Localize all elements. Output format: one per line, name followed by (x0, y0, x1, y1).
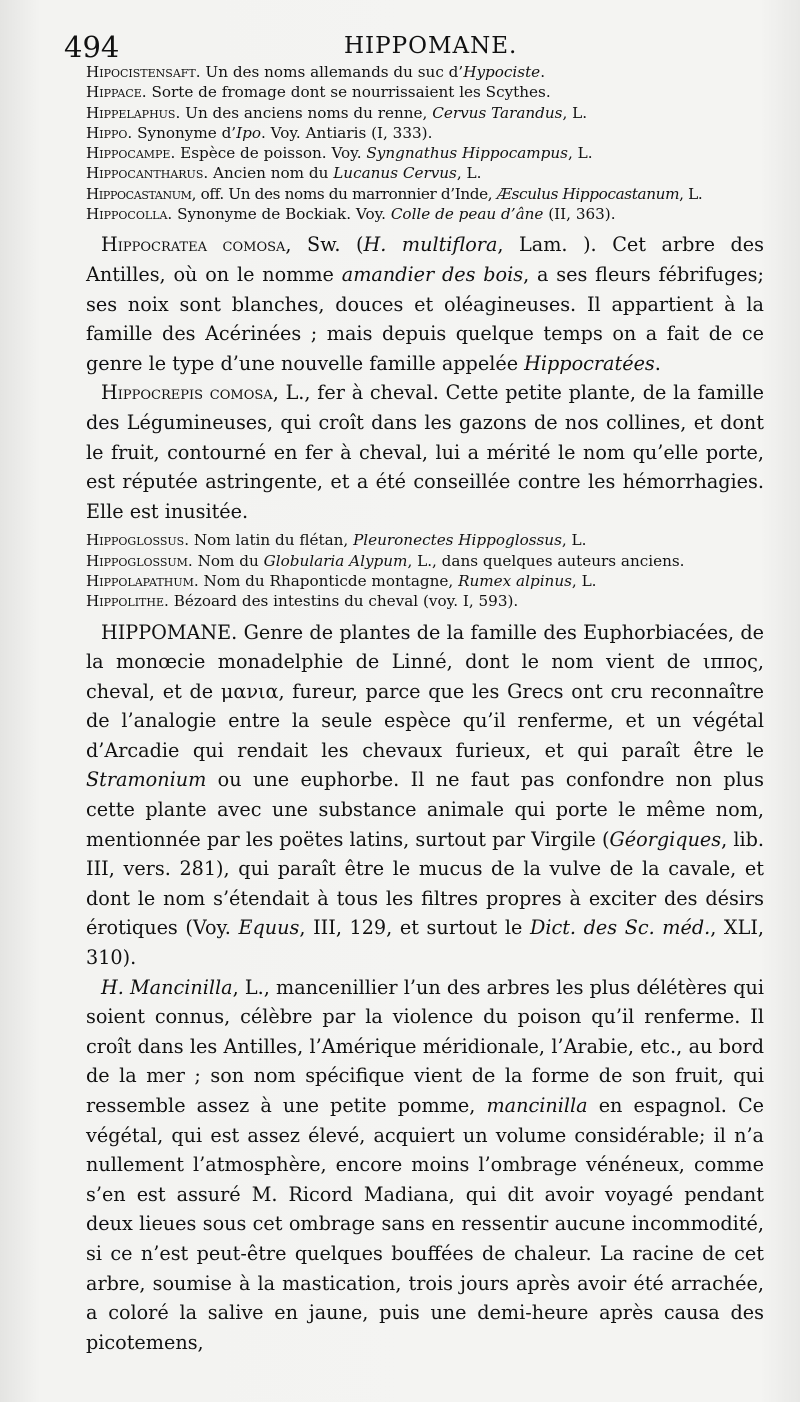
entry: Hippocampe. Espèce de poisson. Voy. Syngnathus Hippocampus, L. (86, 144, 593, 163)
entry: Hippocastanum, off. Un des noms du marronnier d’Inde, Æsculus Hippocastanum, L. (86, 184, 703, 203)
article-hippocrepis (86, 378, 764, 526)
article-hippocratea (86, 230, 764, 378)
entry: Hippolithe. Bézoard des intestins du cheval (voy. I, 593). (86, 592, 519, 611)
entry: Hippoglossus. Nom latin du flétan, Pleuronectes Hippoglossus, L. (86, 531, 587, 550)
page-number: 494 (64, 30, 120, 64)
article-hippomane (86, 618, 764, 973)
article-mancinilla (86, 973, 764, 1358)
paragraph: HIPPOMANE. Genre de plantes de la famille des Euphorbiacées, de la monœcie monadelphie de Linné, dont le nom vient de ιππος, cheval, et de μανια, fureur, parce que les Grecs ont cru reconnaître de l’analogie entre la seule espèce qu’il renferme, et un végétal d’Arcadie qui rendait les chevaux furieux, et qui paraît être le Stramonium ou une euphorbe. Il ne faut pas confondre non plus cette plante avec une substance animale qui porte le même nom, mentionnée par les poëtes latins, surtout par Virgile (Géorgiques, lib. III, vers. 281), qui paraît être le mucus de la vulve de la cavale, et dont le nom s’étendait à tous les filtres propres à exciter des désirs érotiques (Voy. Equus, III, 129, et surtout le Dict. des Sc. méd., XLI, 310). (86, 620, 765, 970)
entry-list-1 (86, 62, 764, 224)
running-head: HIPPOMANE. (344, 33, 518, 59)
entry: Hippocolla. Synonyme de Bockiak. Voy. Colle de peau d’âne (II, 363). (86, 205, 616, 224)
entry: Hippocantharus. Ancien nom du Lucanus Cervus, L. (86, 164, 482, 183)
entry: Hippolapathum. Nom du Rhaponticde montagne, Rumex alpinus, L. (86, 571, 597, 590)
page-body (86, 62, 764, 1357)
paragraph: Hippocratea comosa, Sw. (H. multiflora, Lam. ). Cet arbre des Antilles, où on le nomme amandier des bois, a ses fleurs fébrifuges; ses noix sont blanches, douces et oléagineuses. Il appartient à la famille des Acérinées ; mais depuis quelque temps on a fait de ce genre le type d’une nouvelle famille appelée Hippocratées. (86, 233, 764, 375)
entry: Hippo. Synonyme d’Ipo. Voy. Antiaris (I, 333). (86, 123, 433, 142)
paragraph: Hippocrepis comosa, L., fer à cheval. Cette petite plante, de la famille des Légumineuses, qui croît dans les gazons de nos collines, et dont le fruit, contourné en fer à cheval, lui a mérité le nom qu’elle porte, est réputée astringente, et a été conseillée contre les hémorrhagies. Elle est inusitée. (86, 381, 765, 523)
entry: Hippelaphus. Un des anciens noms du renne, Cervus Tarandus, L. (86, 103, 588, 122)
entry: Hippoglossum. Nom du Globularia Alypum, L., dans quelques auteurs anciens. (86, 551, 685, 570)
headword: HIPPOMANE. (101, 620, 238, 644)
entry: Hippace. Sorte de fromage dont se nourrissaient les Scythes. (86, 83, 551, 102)
entry-list-2 (86, 530, 764, 611)
entry: Hipocistensaft. Un des noms allemands du suc d’Hypociste. (86, 63, 546, 81)
paragraph: H. Mancinilla, L., mancenillier l’un des arbres les plus délétères qui soient connus, célèbre par la violence du poison qu’il renferme. Il croît dans les Antilles, l’Amérique méridionale, l’Arabie, etc., au bord de la mer ; son nom spécifique vient de la forme de son fruit, qui ressemble assez à une petite pomme, mancinilla en espagnol. Ce végétal, qui est assez élevé, acquiert un volume considérable; il n’a nullement l’atmosphère, encore moins l’ombrage vénéneux, comme s’en est assuré M. Ricord Madiana, qui dit avoir voyagé pendant deux lieues sous cet ombrage sans en ressentir aucune incommodité, si ce n’est peut-être quelques bouffées de chaleur. La racine de cet arbre, soumise à la mastication, trois jours après avoir été arrachée, a coloré la salive en jaune, puis une demi-heure après causa des picotemens, (86, 975, 765, 1354)
